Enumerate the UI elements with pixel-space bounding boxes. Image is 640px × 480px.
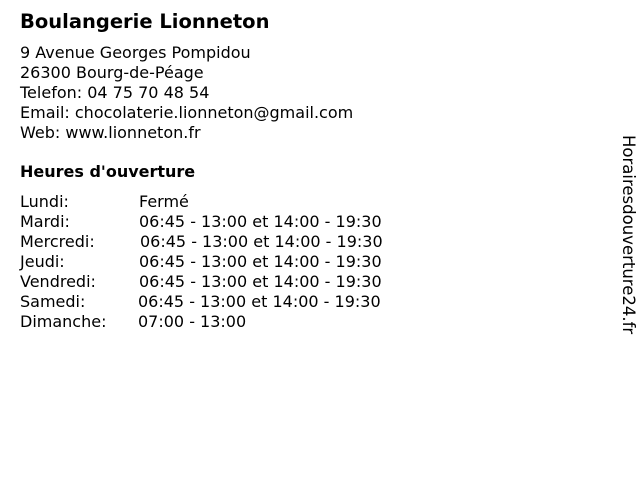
hours-row xyxy=(20,252,600,272)
day-label: Mardi: xyxy=(20,212,70,231)
day-hours: 06:45 - 13:00 et 14:00 - 19:30 xyxy=(139,252,382,271)
day-hours: Fermé xyxy=(139,192,189,211)
day-hours: 06:45 - 13:00 et 14:00 - 19:30 xyxy=(139,272,382,291)
day-hours: 06:45 - 13:00 et 14:00 - 19:30 xyxy=(139,212,382,231)
day-label: Mercredi: xyxy=(20,232,95,251)
phone-line xyxy=(20,83,600,103)
day-label: Jeudi: xyxy=(20,252,65,271)
email-line xyxy=(20,103,600,123)
day-hours: 06:45 - 13:00 et 14:00 - 19:30 xyxy=(140,232,383,251)
phone-number[interactable]: 04 75 70 48 54 xyxy=(87,83,210,102)
hours-row xyxy=(20,232,600,252)
business-card xyxy=(20,9,600,332)
day-label: Samedi: xyxy=(20,292,86,311)
web-link[interactable]: www.lionneton.fr xyxy=(65,123,201,142)
web-label: Web: xyxy=(20,123,61,142)
day-label: Dimanche: xyxy=(20,312,107,331)
hours-row xyxy=(20,312,600,332)
phone-label: Telefon: xyxy=(20,83,83,102)
site-watermark: Horairesdouverture24.fr xyxy=(619,135,638,335)
hours-row xyxy=(20,212,600,232)
day-label: Vendredi: xyxy=(20,272,96,291)
hours-row xyxy=(20,272,600,292)
business-name: Boulangerie Lionneton xyxy=(20,10,270,33)
hours-row xyxy=(20,192,600,212)
hours-title: Heures d'ouverture xyxy=(20,162,196,181)
web-line xyxy=(20,123,600,143)
address-line-1: 9 Avenue Georges Pompidou xyxy=(20,43,251,62)
email-label: Email: xyxy=(20,103,70,122)
hours-row xyxy=(20,292,600,312)
day-hours: 07:00 - 13:00 xyxy=(138,312,247,331)
email-address[interactable]: chocolaterie.lionneton@gmail.com xyxy=(74,103,354,122)
hours-table xyxy=(20,192,600,332)
address-line-2: 26300 Bourg-de-Péage xyxy=(20,63,204,82)
day-label: Lundi: xyxy=(20,192,69,211)
day-hours: 06:45 - 13:00 et 14:00 - 19:30 xyxy=(138,292,381,311)
